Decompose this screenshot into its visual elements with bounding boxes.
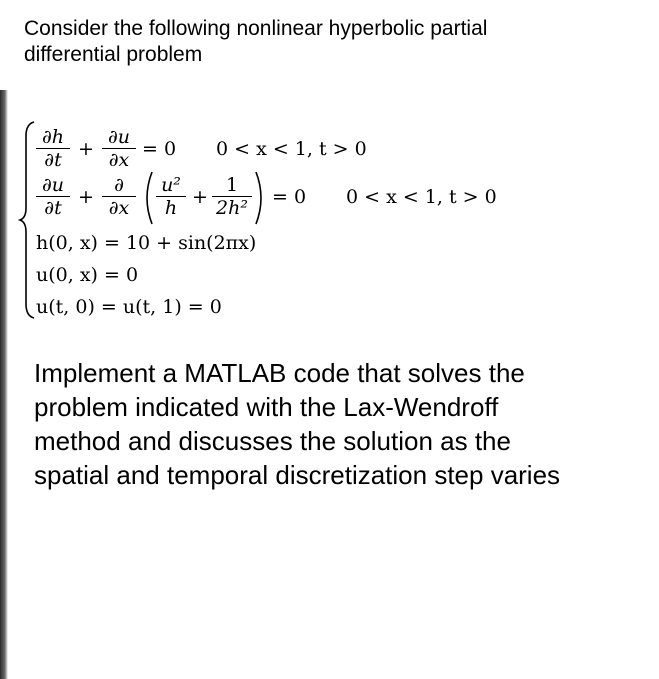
eq2-u2-over-h bbox=[156, 174, 186, 219]
eq2-plus: + bbox=[78, 186, 94, 208]
initial-condition-h: h(0, x) = 10 + sin(2πx) bbox=[36, 232, 257, 254]
boundary-conditions: u(t, 0) = u(t, 1) = 0 bbox=[36, 296, 222, 318]
eq1-plus: + bbox=[78, 138, 94, 160]
task-line-1: Implement a MATLAB code that solves the bbox=[34, 358, 525, 388]
task-line-2: problem indicated with the Lax-Wendroff bbox=[34, 392, 499, 422]
intro-line-1: Consider the following nonlinear hyperbolic partial bbox=[24, 17, 488, 40]
eq2-inner2-denominator: 2h² bbox=[216, 197, 248, 220]
problem-intro bbox=[24, 16, 624, 68]
eq2-term1-denominator: ∂t bbox=[44, 197, 62, 220]
eq2-inner1-numerator: u² bbox=[161, 174, 181, 196]
eq1-term2-numerator: ∂u bbox=[107, 126, 131, 148]
task-line-4: spatial and temporal discretization step varies bbox=[34, 460, 561, 490]
eq1-term1-denominator: ∂t bbox=[44, 149, 62, 172]
eq1-equals: = 0 bbox=[142, 138, 177, 160]
task-description bbox=[34, 356, 634, 492]
eq2-equals: = 0 bbox=[272, 186, 307, 208]
eq1-domain: 0 < x < 1, t > 0 bbox=[216, 138, 367, 160]
eq1-dh-dt bbox=[36, 126, 70, 171]
eq2-left-paren bbox=[140, 170, 154, 226]
left-edge-shadow bbox=[0, 90, 8, 679]
eq2-term2-numerator: ∂ bbox=[114, 174, 124, 196]
eq2-right-paren bbox=[254, 170, 268, 226]
eq2-d-dx bbox=[102, 174, 136, 219]
eq1-term2-denominator: ∂x bbox=[108, 149, 130, 172]
eq2-domain: 0 < x < 1, t > 0 bbox=[346, 186, 497, 208]
eq2-inner-plus: + bbox=[192, 186, 208, 208]
intro-line-2: differential problem bbox=[24, 43, 203, 66]
eq2-term2-denominator: ∂x bbox=[108, 197, 130, 220]
task-line-3: method and discusses the solution as the bbox=[34, 426, 511, 456]
eq2-1-over-2h2 bbox=[212, 174, 252, 219]
eq2-du-dt bbox=[36, 174, 70, 219]
eq2-term1-numerator: ∂u bbox=[41, 174, 65, 196]
initial-condition-u: u(0, x) = 0 bbox=[36, 264, 139, 286]
eq1-term1-numerator: ∂h bbox=[41, 126, 65, 148]
system-left-brace bbox=[18, 120, 38, 320]
eq2-inner1-denominator: h bbox=[164, 197, 178, 220]
eq2-inner2-numerator: 1 bbox=[225, 174, 239, 196]
eq1-du-dx bbox=[102, 126, 136, 171]
